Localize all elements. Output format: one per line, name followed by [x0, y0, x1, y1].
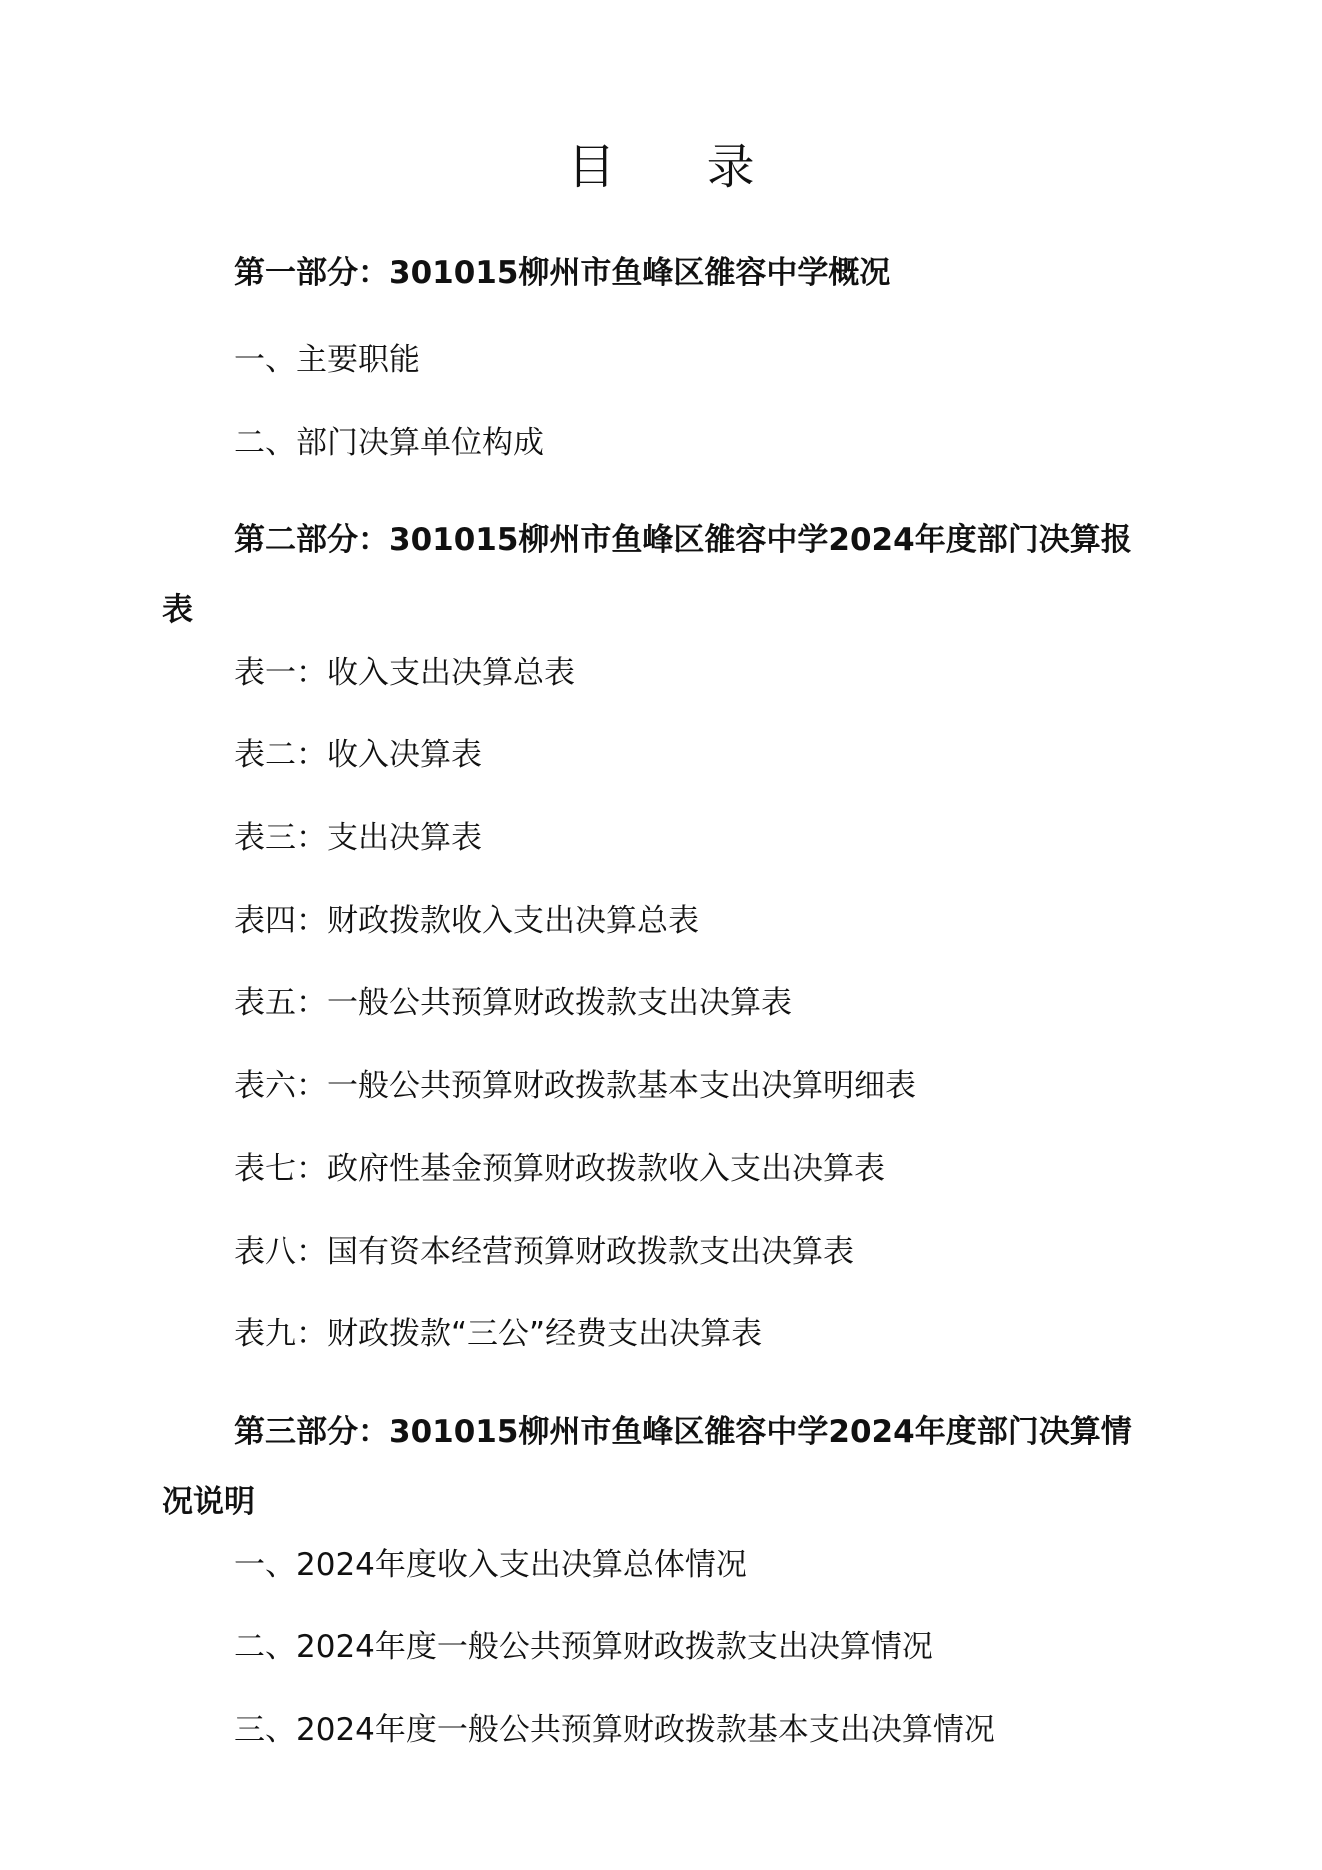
part3-heading: 第三部分：301015柳州市鱼峰区雒容中学2024年度部门决算情况说明: [162, 1414, 1132, 1520]
part2-item-8: 表八：国有资本经营预算财政拨款支出决算表: [234, 1234, 854, 1270]
part1-item-2: 二、部门决算单位构成: [234, 425, 544, 461]
part2-item-4: 表四：财政拨款收入支出决算总表: [234, 903, 699, 939]
part2-item-3: 表三：支出决算表: [234, 820, 482, 856]
part2-item-1: 表一：收入支出决算总表: [234, 655, 575, 691]
part3-item-2: 二、2024年度一般公共预算财政拨款支出决算情况: [234, 1629, 933, 1665]
part2-item-2: 表二：收入决算表: [234, 737, 482, 773]
part2-item-5: 表五：一般公共预算财政拨款支出决算表: [234, 985, 792, 1021]
toc-title: 目 录: [567, 139, 793, 195]
part2-item-6: 表六：一般公共预算财政拨款基本支出决算明细表: [234, 1068, 916, 1104]
part1-item-1: 一、主要职能: [234, 342, 420, 378]
part3-item-1: 一、2024年度收入支出决算总体情况: [234, 1547, 747, 1583]
part2-item-7: 表七：政府性基金预算财政拨款收入支出决算表: [234, 1151, 885, 1187]
part2-heading: 第二部分：301015柳州市鱼峰区雒容中学2024年度部门决算报表: [162, 522, 1132, 628]
part1-heading: 第一部分：301015柳州市鱼峰区雒容中学概况: [234, 255, 891, 291]
part2-item-9: 表九：财政拨款“三公”经费支出决算表: [234, 1316, 763, 1352]
part3-item-3: 三、2024年度一般公共预算财政拨款基本支出决算情况: [234, 1712, 995, 1748]
